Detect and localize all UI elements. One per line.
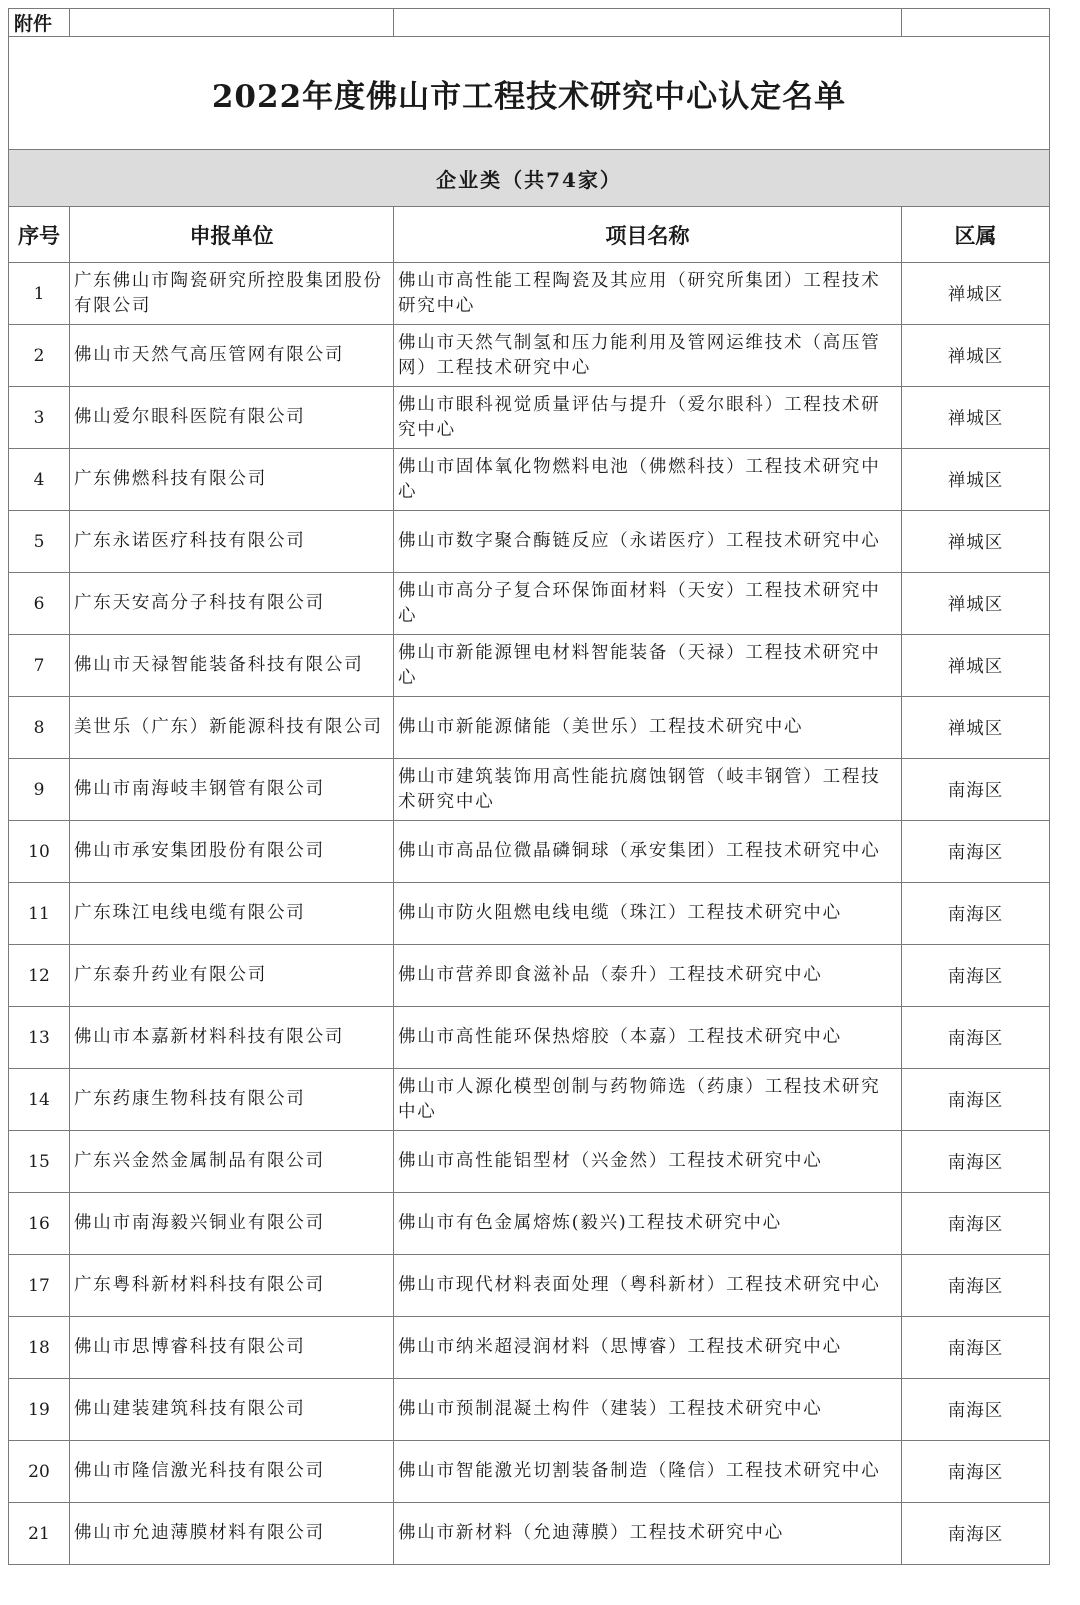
district-cell: 南海区 xyxy=(902,821,1050,883)
project-name-cell: 佛山市智能激光切割装备制造（隆信）工程技术研究中心 xyxy=(394,1441,902,1503)
table-row xyxy=(9,1069,1050,1131)
applicant-unit-cell: 广东药康生物科技有限公司 xyxy=(70,1069,394,1131)
serial-no-cell: 13 xyxy=(9,1007,70,1069)
project-name-cell: 佛山市现代材料表面处理（粤科新材）工程技术研究中心 xyxy=(394,1255,902,1317)
project-name-cell: 佛山市营养即食滋补品（泰升）工程技术研究中心 xyxy=(394,945,902,1007)
table-row xyxy=(9,697,1050,759)
serial-no-cell: 10 xyxy=(9,821,70,883)
applicant-unit-cell: 广东天安高分子科技有限公司 xyxy=(70,573,394,635)
project-name-cell: 佛山市高品位微晶磷铜球（承安集团）工程技术研究中心 xyxy=(394,821,902,883)
table-row xyxy=(9,1379,1050,1441)
table-row xyxy=(9,449,1050,511)
applicant-unit-cell: 佛山市天禄智能装备科技有限公司 xyxy=(70,635,394,697)
district-cell: 南海区 xyxy=(902,1255,1050,1317)
table-row xyxy=(9,325,1050,387)
serial-no-cell: 7 xyxy=(9,635,70,697)
project-name-cell: 佛山市预制混凝土构件（建装）工程技术研究中心 xyxy=(394,1379,902,1441)
project-name-cell: 佛山市数字聚合酶链反应（永诺医疗）工程技术研究中心 xyxy=(394,511,902,573)
applicant-unit-cell: 佛山建装建筑科技有限公司 xyxy=(70,1379,394,1441)
applicant-unit-cell: 广东珠江电线电缆有限公司 xyxy=(70,883,394,945)
district-cell: 南海区 xyxy=(902,1007,1050,1069)
applicant-unit-cell: 美世乐（广东）新能源科技有限公司 xyxy=(70,697,394,759)
serial-no-cell: 17 xyxy=(9,1255,70,1317)
serial-no-cell: 19 xyxy=(9,1379,70,1441)
table-row xyxy=(9,1317,1050,1379)
category-row xyxy=(9,150,1050,207)
applicant-unit-cell: 广东永诺医疗科技有限公司 xyxy=(70,511,394,573)
recognition-list-table xyxy=(8,8,1050,1565)
table-row xyxy=(9,387,1050,449)
header-applicant-unit: 申报单位 xyxy=(70,207,394,263)
district-cell: 南海区 xyxy=(902,883,1050,945)
district-cell: 南海区 xyxy=(902,1069,1050,1131)
applicant-unit-cell: 广东兴金然金属制品有限公司 xyxy=(70,1131,394,1193)
serial-no-cell: 21 xyxy=(9,1503,70,1565)
empty-cell xyxy=(70,9,394,37)
serial-no-cell: 5 xyxy=(9,511,70,573)
serial-no-cell: 8 xyxy=(9,697,70,759)
table-row xyxy=(9,511,1050,573)
project-name-cell: 佛山市天然气制氢和压力能利用及管网运维技术（高压管网）工程技术研究中心 xyxy=(394,325,902,387)
serial-no-cell: 14 xyxy=(9,1069,70,1131)
serial-no-cell: 3 xyxy=(9,387,70,449)
district-cell: 南海区 xyxy=(902,759,1050,821)
page-title: 2022年度佛山市工程技术研究中心认定名单 xyxy=(9,37,1050,150)
project-name-cell: 佛山市建筑装饰用高性能抗腐蚀钢管（岐丰钢管）工程技术研究中心 xyxy=(394,759,902,821)
empty-cell xyxy=(394,9,902,37)
serial-no-cell: 1 xyxy=(9,263,70,325)
empty-cell xyxy=(902,9,1050,37)
serial-no-cell: 4 xyxy=(9,449,70,511)
serial-no-cell: 16 xyxy=(9,1193,70,1255)
project-name-cell: 佛山市新能源锂电材料智能装备（天禄）工程技术研究中心 xyxy=(394,635,902,697)
district-cell: 禅城区 xyxy=(902,325,1050,387)
district-cell: 南海区 xyxy=(902,1317,1050,1379)
table-row xyxy=(9,635,1050,697)
serial-no-cell: 12 xyxy=(9,945,70,1007)
district-cell: 禅城区 xyxy=(902,449,1050,511)
project-name-cell: 佛山市高性能工程陶瓷及其应用（研究所集团）工程技术研究中心 xyxy=(394,263,902,325)
serial-no-cell: 20 xyxy=(9,1441,70,1503)
table-row xyxy=(9,263,1050,325)
applicant-unit-cell: 佛山市隆信激光科技有限公司 xyxy=(70,1441,394,1503)
project-name-cell: 佛山市防火阻燃电线电缆（珠江）工程技术研究中心 xyxy=(394,883,902,945)
category-title: 企业类（共74家） xyxy=(9,150,1050,207)
table-body xyxy=(9,9,1050,1565)
project-name-cell: 佛山市高性能环保热熔胶（本嘉）工程技术研究中心 xyxy=(394,1007,902,1069)
table-row xyxy=(9,821,1050,883)
applicant-unit-cell: 佛山市思博睿科技有限公司 xyxy=(70,1317,394,1379)
serial-no-cell: 18 xyxy=(9,1317,70,1379)
applicant-unit-cell: 广东佛燃科技有限公司 xyxy=(70,449,394,511)
district-cell: 南海区 xyxy=(902,1503,1050,1565)
serial-no-cell: 11 xyxy=(9,883,70,945)
serial-no-cell: 2 xyxy=(9,325,70,387)
district-cell: 南海区 xyxy=(902,1379,1050,1441)
project-name-cell: 佛山市人源化模型创制与药物筛选（药康）工程技术研究中心 xyxy=(394,1069,902,1131)
district-cell: 禅城区 xyxy=(902,511,1050,573)
project-name-cell: 佛山市眼科视觉质量评估与提升（爱尔眼科）工程技术研究中心 xyxy=(394,387,902,449)
applicant-unit-cell: 广东粤科新材料科技有限公司 xyxy=(70,1255,394,1317)
header-district: 区属 xyxy=(902,207,1050,263)
district-cell: 禅城区 xyxy=(902,573,1050,635)
table-row xyxy=(9,883,1050,945)
district-cell: 南海区 xyxy=(902,1193,1050,1255)
applicant-unit-cell: 佛山爱尔眼科医院有限公司 xyxy=(70,387,394,449)
header-project-name: 项目名称 xyxy=(394,207,902,263)
serial-no-cell: 15 xyxy=(9,1131,70,1193)
district-cell: 禅城区 xyxy=(902,697,1050,759)
serial-no-cell: 6 xyxy=(9,573,70,635)
applicant-unit-cell: 佛山市承安集团股份有限公司 xyxy=(70,821,394,883)
table-row xyxy=(9,573,1050,635)
table-row xyxy=(9,1255,1050,1317)
title-row xyxy=(9,37,1050,150)
header-serial-no: 序号 xyxy=(9,207,70,263)
project-name-cell: 佛山市固体氧化物燃料电池（佛燃科技）工程技术研究中心 xyxy=(394,449,902,511)
applicant-unit-cell: 佛山市本嘉新材料科技有限公司 xyxy=(70,1007,394,1069)
applicant-unit-cell: 佛山市南海毅兴铜业有限公司 xyxy=(70,1193,394,1255)
applicant-unit-cell: 广东泰升药业有限公司 xyxy=(70,945,394,1007)
district-cell: 南海区 xyxy=(902,1131,1050,1193)
district-cell: 南海区 xyxy=(902,1441,1050,1503)
district-cell: 南海区 xyxy=(902,945,1050,1007)
project-name-cell: 佛山市有色金属熔炼(毅兴)工程技术研究中心 xyxy=(394,1193,902,1255)
applicant-unit-cell: 佛山市南海岐丰钢管有限公司 xyxy=(70,759,394,821)
header-row xyxy=(9,207,1050,263)
project-name-cell: 佛山市高分子复合环保饰面材料（天安）工程技术研究中心 xyxy=(394,573,902,635)
project-name-cell: 佛山市高性能铝型材（兴金然）工程技术研究中心 xyxy=(394,1131,902,1193)
table-row xyxy=(9,1007,1050,1069)
applicant-unit-cell: 佛山市允迪薄膜材料有限公司 xyxy=(70,1503,394,1565)
serial-no-cell: 9 xyxy=(9,759,70,821)
applicant-unit-cell: 佛山市天然气高压管网有限公司 xyxy=(70,325,394,387)
table-row xyxy=(9,759,1050,821)
table-row xyxy=(9,945,1050,1007)
table-row xyxy=(9,1503,1050,1565)
project-name-cell: 佛山市纳米超浸润材料（思博睿）工程技术研究中心 xyxy=(394,1317,902,1379)
project-name-cell: 佛山市新能源储能（美世乐）工程技术研究中心 xyxy=(394,697,902,759)
table-row xyxy=(9,1441,1050,1503)
district-cell: 禅城区 xyxy=(902,635,1050,697)
attachment-label: 附件 xyxy=(9,9,70,37)
applicant-unit-cell: 广东佛山市陶瓷研究所控股集团股份有限公司 xyxy=(70,263,394,325)
district-cell: 禅城区 xyxy=(902,387,1050,449)
attachment-row xyxy=(9,9,1050,37)
district-cell: 禅城区 xyxy=(902,263,1050,325)
table-row xyxy=(9,1193,1050,1255)
table-row xyxy=(9,1131,1050,1193)
project-name-cell: 佛山市新材料（允迪薄膜）工程技术研究中心 xyxy=(394,1503,902,1565)
